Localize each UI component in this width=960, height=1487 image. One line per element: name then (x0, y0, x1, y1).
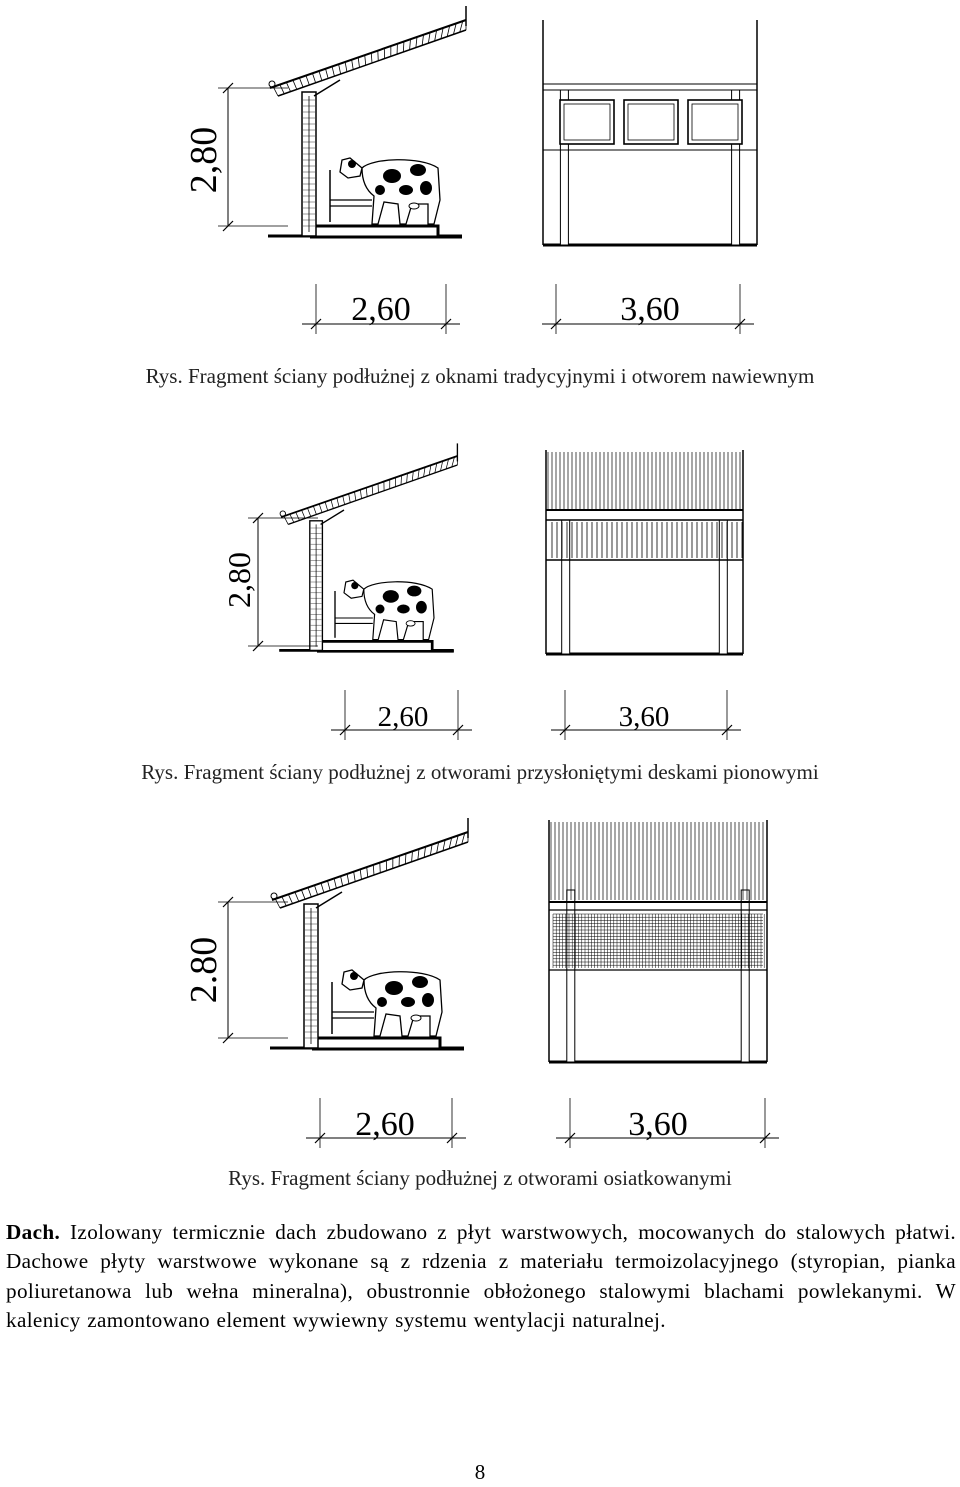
height-dimension-label: 2,80 (183, 126, 225, 194)
height-dimension (218, 897, 288, 1043)
height-dimension (218, 83, 288, 231)
paragraph-lead: Dach. (6, 1220, 61, 1244)
figure-drawing (0, 0, 960, 360)
right-width-dimension-label: 3,60 (620, 291, 680, 328)
paragraph-text: Izolowany termicznie dach zbudowano z płyt warstwowych, mocowanych do stalowych płatwi. Dachowe płyty warstwowe wykonane są z rdzenia z materiału termoizolacyjnego (styropian, pianka poliuretanowa lub wełna mineralna), obustronnie obłożonego stalowymi blachami powlekanymi. W kalenicy zamontowano element wywiewny systemu wentylacji naturalnej. (6, 1220, 956, 1333)
page-number: 8 (474, 1460, 486, 1484)
elevation-drawing (549, 820, 767, 1062)
elevation-drawing (546, 450, 743, 654)
height-dimension-label: 2,80 (221, 552, 257, 608)
left-width-dimension-label: 2,60 (355, 1106, 415, 1143)
cow-illustration (344, 580, 434, 639)
left-width-dimension-label: 2,60 (377, 701, 429, 733)
height-dimension-label: 2.80 (183, 936, 225, 1004)
height-dimension (248, 513, 318, 651)
section-drawing (279, 443, 457, 651)
cow-illustration (342, 970, 442, 1036)
figure-drawing (0, 810, 960, 1170)
figure-drawing (0, 430, 960, 770)
cow-illustration (340, 158, 440, 224)
figure-boards (0, 430, 960, 790)
figure-windows (0, 0, 960, 400)
section-drawing (268, 6, 466, 237)
figure-mesh (0, 810, 960, 1200)
left-width-dimension-label: 2,60 (351, 291, 411, 328)
right-width-dimension-label: 3,60 (618, 701, 670, 733)
figure-caption: Rys. Fragment ściany podłużnej z otworami przysłoniętymi deskami pionowymi (141, 760, 819, 784)
figure-caption: Rys. Fragment ściany podłużnej z oknami tradycyjnymi i otworem nawiewnym (145, 364, 815, 388)
figure-caption: Rys. Fragment ściany podłużnej z otworami osiatkowanymi (228, 1166, 732, 1190)
right-width-dimension-label: 3,60 (628, 1106, 688, 1143)
body-paragraph (6, 1218, 956, 1336)
elevation-drawing (543, 20, 757, 245)
section-drawing (270, 818, 468, 1049)
